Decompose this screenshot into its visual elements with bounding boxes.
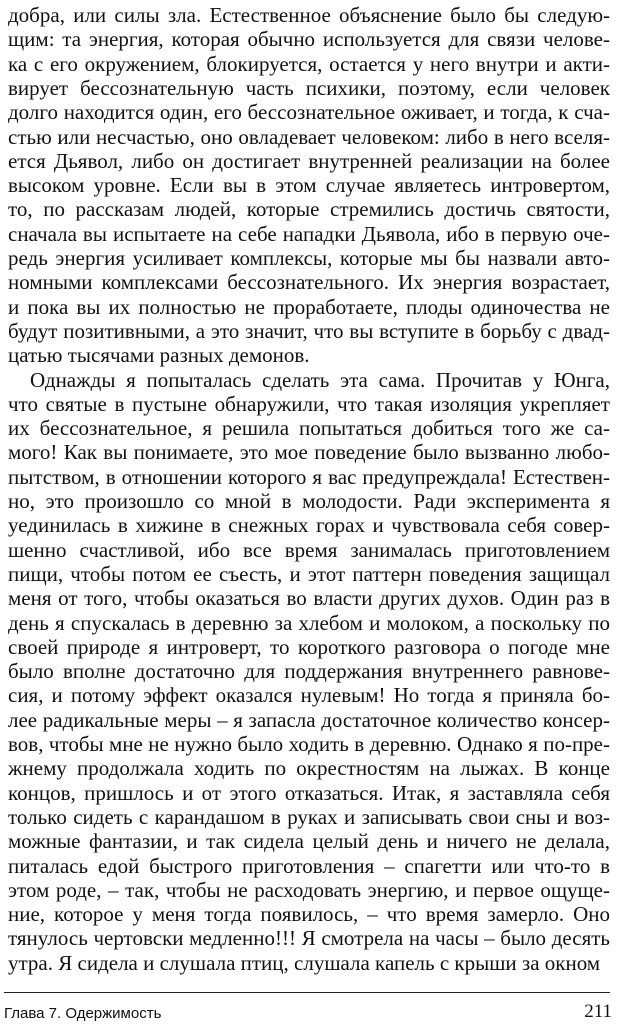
text-line: то, по рассказам людей, которые стремились достичь святости, [8, 197, 610, 222]
text-line: ние, которое у меня тогда появилось, – что время замерло. Оно [8, 902, 610, 927]
text-line: щим: та энергия, которая обычно используется для связи челове- [8, 27, 610, 52]
text-line: лее радикальные меры – я запасла достаточное количество консер- [8, 707, 610, 732]
text-line: пищи, чтобы потом ее съесть, и этот паттерн поведения защищал [8, 561, 610, 586]
text-line: пытством, в отношении которого я вас предупреждала! Естествен- [8, 464, 610, 489]
footer-rule [4, 992, 610, 993]
text-line: будут позитивными, а это значит, что вы вступите в борьбу с двад- [8, 318, 610, 343]
text-line: стью или несчастью, оно овладевает человеком: либо в него вселя- [8, 124, 610, 149]
text-line: сия, и потому эффект оказался нулевым! Но тогда я приняла бо- [8, 683, 610, 708]
text-line: вирует бессознательную часть психики, поэтому, если человек [8, 75, 610, 100]
text-line: день я спускалась в деревню за хлебом и молоком, а поскольку по [8, 610, 610, 635]
text-line: цатью тысячами разных демонов. [8, 343, 310, 368]
text-line: питалась едой быстрого приготовления – спагетти или что-то в [8, 853, 610, 878]
text-line: своей природе я интроверт, то короткого разговора о погоде мне [8, 634, 610, 659]
text-line: только сидеть с карандашом в руках и записывать свои сны и воз- [8, 804, 610, 829]
text-line: редь энергия усиливает комплексы, которые мы бы назвали авто- [8, 246, 610, 270]
text-line: можные фантазии, и так сидела целый день и ничего не делала, [8, 829, 610, 854]
text-line: сначала вы испытаете на себе нападки Дьявола, ибо в первую оче- [8, 221, 610, 246]
text-line: номными комплексами бессознательного. Их энергия возрастает, [8, 270, 610, 295]
text-line: шенно счастливой, ибо все время занималась приготовлением [8, 537, 610, 562]
text-line: вов, чтобы мне не нужно было ходить в деревню. Однако я по-пре- [8, 732, 610, 756]
running-head: Глава 7. Одержимость [4, 1005, 162, 1022]
text-line: мого! Как вы понимаете, это мое поведение было вызванно любо- [8, 440, 610, 465]
text-line: ется Дьявол, либо он достигает внутренней реализации на более [8, 148, 610, 173]
text-line: этом роде, – так, чтобы не расходовать энергию, и первое ощуще- [8, 877, 610, 902]
text-line: добра, или силы зла. Естественное объяснение было бы следую- [8, 3, 610, 27]
text-line: но, это произошло со мной в молодости. Ради эксперимента я [8, 489, 610, 513]
text-line: жнему продолжала ходить по окрестностям на лыжах. В конце [8, 756, 610, 781]
text-line: их бессознательное, я решила попытаться добиться того же са- [8, 416, 610, 441]
text-line: тянулось чертовски медленно!!! Я смотрела на часы – было десять [8, 926, 610, 951]
page-number: 211 [584, 1001, 612, 1022]
text-line: и пока вы их полностью не проработаете, плоды одиночества не [8, 294, 610, 319]
text-line: ка с его окружением, блокируется, остается у него внутри и акти- [8, 51, 610, 76]
text-line: Однажды я попыталась сделать эта сама. Прочитав у Юнга, [30, 367, 610, 392]
text-line: долго находится один, его бессознательное оживает, и тогда, к сча- [8, 100, 610, 125]
text-line: уединилась в хижине в снежных горах и чувствовала себя совер- [8, 513, 610, 538]
text-line: меня от того, чтобы оказаться во власти других духов. Один раз в [8, 586, 610, 611]
text-line: концов, пришлось и от этого отказаться. Итак, я заставляла себя [8, 780, 610, 805]
text-line: высоком уровне. Если вы в этом случае являетесь интровертом, [8, 173, 610, 198]
text-line: было вполне достаточно для поддержания внутреннего равнове- [8, 659, 610, 684]
text-line: что святые в пустыне обнаружили, что такая изоляция укрепляет [8, 391, 610, 416]
text-line: утра. Я сидела и слушала птиц, слушала капель с крыши за окном [8, 950, 601, 975]
